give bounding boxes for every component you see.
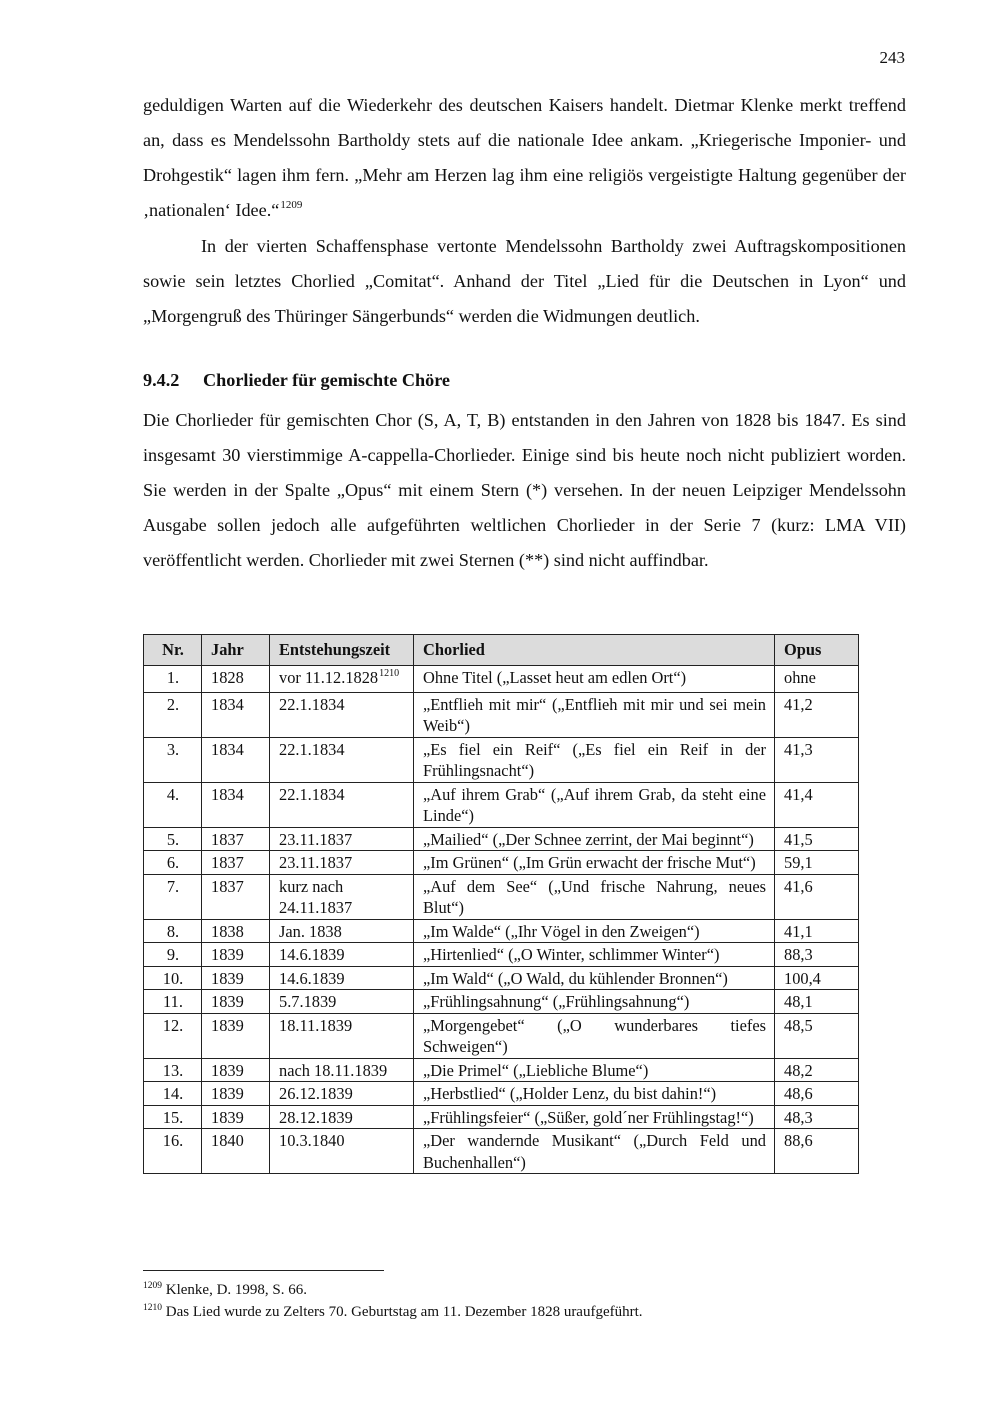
footnote-ref-1209: 1209 [280, 199, 303, 211]
cell-jahr [202, 1129, 270, 1174]
cell-entstehungszeit-text: 23.11.1837 [279, 829, 353, 849]
footnote-number: 1210 [143, 1303, 162, 1313]
cell-opus [775, 1013, 859, 1058]
cell-chorlied [414, 692, 775, 737]
cell-opus-text: 48,5 [784, 1015, 813, 1035]
cell-jahr [202, 827, 270, 851]
header-nr: Nr. [144, 635, 202, 666]
cell-entstehungszeit-text: 23.11.1837 [279, 853, 353, 872]
cell-entstehungszeit-text: 22.1.1834 [279, 784, 345, 804]
footnotes [143, 1280, 643, 1324]
cell-entstehungszeit-text: 14.6.1839 [279, 945, 345, 964]
cell-jahr [202, 990, 270, 1014]
cell-jahr [202, 966, 270, 990]
cell-opus [775, 874, 859, 919]
paragraph-1 [143, 88, 906, 231]
cell-entstehungszeit-text: 5.7.1839 [279, 992, 337, 1011]
cell-jahr-text: 1837 [211, 829, 244, 849]
cell-chorlied [414, 827, 775, 851]
cell-nr-text: 2. [166, 694, 180, 714]
table-row [144, 1105, 859, 1129]
footnote-text: Das Lied wurde zu Zelters 70. Geburtstag am 11. Dezember 1828 uraufgeführt. [165, 1304, 643, 1320]
table-row [144, 919, 859, 943]
cell-chorlied [414, 1013, 775, 1058]
cell-chorlied [414, 1105, 775, 1129]
cell-nr [144, 1105, 202, 1129]
paragraph-1-text: geduldigen Warten auf die Wiederkehr des deutschen Kaisers handelt. Dietmar Klenke merkt treffend an, dass es Mendelssohn Bartholdy stets auf die nationale Idee ankam. „Kriegerische Imponier- und Drohgestik“ lagen ihm fern. „Mehr am Herzen lag ihm eine religiös vergeistigte Haltung gegenüber der ‚nationalen‘ Idee.“ [143, 95, 906, 220]
cell-chorlied-text: „Entflieh mit mir“ („Entflieh mit mir und sei mein Weib“) [423, 694, 766, 735]
cell-jahr-text: 1839 [211, 1060, 244, 1080]
cell-entstehungszeit [270, 966, 414, 990]
cell-nr-text: 12. [162, 1015, 184, 1035]
cell-jahr-text: 1837 [211, 853, 244, 872]
footnote-number: 1209 [143, 1281, 162, 1291]
cell-jahr-text: 1839 [211, 1015, 244, 1035]
header-chorlied: Chorlied [414, 635, 775, 666]
cell-nr [144, 666, 202, 693]
cell-entstehungszeit-text: 14.6.1839 [279, 968, 345, 988]
cell-jahr-text: 1839 [211, 945, 244, 964]
cell-entstehungszeit [270, 851, 414, 875]
cell-opus-text: 41,3 [784, 739, 813, 759]
cell-entstehungszeit-text: vor 11.12.1828 [279, 668, 379, 687]
table-row [144, 1013, 859, 1058]
cell-chorlied [414, 851, 775, 875]
table-row [144, 1082, 859, 1106]
cell-nr [144, 1129, 202, 1174]
cell-opus-text: 59,1 [784, 853, 813, 872]
cell-entstehungszeit-text: 10.3.1840 [279, 1131, 345, 1150]
cell-chorlied [414, 874, 775, 919]
cell-nr-text: 4. [166, 784, 180, 804]
chorlieder-table [143, 634, 859, 1174]
footnote-ref-1210: 1210 [379, 668, 400, 679]
cell-jahr [202, 851, 270, 875]
cell-nr-text: 16. [162, 1131, 184, 1150]
cell-opus-text: 48,1 [784, 992, 813, 1011]
cell-jahr-text: 1839 [211, 968, 244, 988]
paragraph-2-text: In der vierten Schaffensphase vertonte Mendelssohn Bartholdy zwei Auftragskompositionen sowie sein letztes Chorlied „Comitat“. Anhand der Titel „Lied für die Deutschen in Lyon“ und „Morgengruß des Thüringer Sängerbunds“ werden die Widmungen deutlich. [143, 236, 906, 326]
cell-nr [144, 737, 202, 782]
cell-entstehungszeit [270, 1105, 414, 1129]
cell-chorlied-text: „Im Wald“ („O Wald, du kühlender Bronnen“) [423, 968, 728, 988]
cell-nr [144, 919, 202, 943]
cell-entstehungszeit [270, 990, 414, 1014]
cell-entstehungszeit [270, 737, 414, 782]
cell-opus [775, 966, 859, 990]
cell-jahr [202, 874, 270, 919]
footnote-1210 [143, 1302, 643, 1324]
cell-chorlied-text: „Hirtenlied“ („O Winter, schlimmer Winter“) [423, 945, 720, 964]
cell-nr-text: 5. [166, 829, 180, 849]
cell-nr [144, 1082, 202, 1106]
cell-jahr-text: 1839 [211, 1084, 244, 1103]
cell-nr [144, 782, 202, 827]
section-number: 9.4.2 [143, 370, 180, 390]
cell-chorlied-text: „Frühlingsahnung“ („Frühlingsahnung“) [423, 992, 690, 1011]
cell-nr-text: 1. [166, 668, 180, 687]
cell-opus-text: 48,6 [784, 1084, 813, 1103]
cell-nr-text: 8. [166, 921, 180, 941]
cell-entstehungszeit-text: Jan. 1838 [279, 921, 342, 941]
section-heading [143, 370, 450, 391]
cell-jahr-text: 1828 [211, 668, 244, 687]
cell-entstehungszeit [270, 827, 414, 851]
cell-chorlied [414, 782, 775, 827]
table-row [144, 692, 859, 737]
cell-opus [775, 943, 859, 967]
section-title: Chorlieder für gemischte Chöre [203, 370, 451, 390]
cell-opus [775, 737, 859, 782]
cell-entstehungszeit [270, 919, 414, 943]
cell-nr [144, 943, 202, 967]
cell-chorlied-text: „Frühlingsfeier“ („Süßer, gold´ner Frühlingstag!“) [423, 1107, 754, 1127]
cell-opus [775, 666, 859, 693]
cell-jahr [202, 737, 270, 782]
cell-opus-text: 41,4 [784, 784, 813, 804]
cell-opus [775, 1082, 859, 1106]
footnote-1209 [143, 1280, 643, 1302]
cell-jahr-text: 1840 [211, 1131, 244, 1150]
cell-opus-text: 100,4 [784, 968, 821, 988]
cell-jahr-text: 1837 [211, 876, 244, 896]
cell-entstehungszeit-text: kurz nach 24.11.1837 [279, 876, 353, 917]
table-row [144, 666, 859, 693]
cell-chorlied [414, 990, 775, 1014]
cell-opus [775, 1058, 859, 1082]
cell-chorlied [414, 1129, 775, 1174]
cell-entstehungszeit-text: 22.1.1834 [279, 694, 345, 714]
cell-chorlied-text: „Auf ihrem Grab“ („Auf ihrem Grab, da steht eine Linde“) [423, 784, 766, 825]
cell-nr-text: 9. [166, 945, 180, 964]
cell-chorlied-text: „Im Walde“ („Ihr Vögel in den Zweigen“) [423, 921, 700, 941]
cell-entstehungszeit [270, 692, 414, 737]
cell-opus [775, 990, 859, 1014]
cell-jahr [202, 1013, 270, 1058]
cell-opus-text: 41,1 [784, 921, 813, 941]
table-row [144, 966, 859, 990]
cell-jahr-text: 1838 [211, 921, 244, 941]
cell-jahr [202, 692, 270, 737]
cell-nr-text: 7. [166, 876, 180, 896]
cell-chorlied [414, 966, 775, 990]
cell-chorlied-text: „Die Primel“ („Liebliche Blume“) [423, 1060, 649, 1080]
cell-opus-text: ohne [784, 668, 816, 687]
cell-chorlied-text: „Morgengebet“ („O wunderbares tiefes Schweigen“) [423, 1015, 766, 1056]
cell-opus [775, 827, 859, 851]
cell-jahr [202, 1082, 270, 1106]
cell-jahr-text: 1834 [211, 784, 244, 804]
cell-chorlied [414, 737, 775, 782]
cell-opus [775, 782, 859, 827]
page-number: 243 [879, 48, 905, 67]
cell-nr [144, 990, 202, 1014]
table-row [144, 851, 859, 875]
cell-opus [775, 692, 859, 737]
cell-jahr-text: 1834 [211, 694, 244, 714]
cell-opus-text: 48,2 [784, 1060, 813, 1080]
cell-entstehungszeit [270, 782, 414, 827]
cell-entstehungszeit-text: 26.12.1839 [279, 1084, 353, 1103]
cell-entstehungszeit-text: 22.1.1834 [279, 739, 345, 759]
cell-opus [775, 919, 859, 943]
cell-chorlied-text: „Herbstlied“ („Holder Lenz, du bist dahin!“) [423, 1084, 717, 1103]
cell-chorlied [414, 919, 775, 943]
cell-nr [144, 827, 202, 851]
table-row [144, 874, 859, 919]
table-header-row [144, 635, 859, 666]
cell-nr-text: 3. [166, 739, 180, 759]
cell-opus-text: 41,2 [784, 694, 813, 714]
paragraph-3-text: Die Chorlieder für gemischten Chor (S, A, T, B) entstanden in den Jahren von 1828 bis 1847. Es sind insgesamt 30 vierstimmige A-cappella-Chorlieder. Einige sind bis heute noch nicht publiziert worden. Sie werden in der Spalte „Opus“ mit einem Stern (*) versehen. In der neuen Leipziger Mendelssohn Ausgabe sollen jedoch alle aufgeführten weltlichen Chorlieder in der Serie 7 (kurz: LMA VII) veröffentlicht werden. Chorlieder mit zwei Sternen (**) sind nicht auffindbar. [143, 410, 906, 570]
cell-entstehungszeit-text: 18.11.1839 [279, 1015, 353, 1035]
cell-chorlied-text: „Auf dem See“ („Und frische Nahrung, neues Blut“) [423, 876, 766, 917]
header-jahr: Jahr [202, 635, 270, 666]
cell-entstehungszeit [270, 874, 414, 919]
cell-jahr [202, 943, 270, 967]
cell-entstehungszeit [270, 666, 414, 693]
cell-jahr-text: 1839 [211, 992, 244, 1011]
header-opus: Opus [775, 635, 859, 666]
cell-opus-text: 88,3 [784, 945, 813, 964]
cell-opus-text: 41,5 [784, 829, 813, 849]
footnote-divider [143, 1270, 384, 1271]
cell-nr [144, 874, 202, 919]
table-row [144, 1058, 859, 1082]
cell-chorlied-text: „Der wandernde Musikant“ („Durch Feld und Buchenhallen“) [423, 1131, 766, 1172]
cell-jahr [202, 782, 270, 827]
cell-chorlied-text: Ohne Titel („Lasset heut am edlen Ort“) [423, 668, 687, 687]
table-row [144, 990, 859, 1014]
header-entstehungszeit: Entstehungszeit [270, 635, 414, 666]
cell-entstehungszeit-text: 28.12.1839 [279, 1107, 353, 1127]
cell-jahr [202, 1105, 270, 1129]
cell-opus-text: 41,6 [784, 876, 813, 896]
table-body [144, 666, 859, 1174]
cell-entstehungszeit-text: nach 18.11.1839 [279, 1060, 388, 1080]
cell-entstehungszeit [270, 1129, 414, 1174]
cell-nr [144, 692, 202, 737]
cell-chorlied [414, 1082, 775, 1106]
cell-jahr [202, 1058, 270, 1082]
table-row [144, 1129, 859, 1174]
cell-opus-text: 48,3 [784, 1107, 813, 1127]
cell-opus [775, 1105, 859, 1129]
cell-jahr [202, 666, 270, 693]
cell-nr-text: 10. [162, 968, 184, 988]
cell-opus [775, 851, 859, 875]
cell-nr [144, 1058, 202, 1082]
cell-chorlied-text: „Es fiel ein Reif“ („Es fiel ein Reif in der Frühlingsnacht“) [423, 739, 766, 780]
cell-nr-text: 14. [162, 1084, 184, 1103]
cell-chorlied [414, 943, 775, 967]
cell-entstehungszeit [270, 1013, 414, 1058]
cell-jahr [202, 919, 270, 943]
table-row [144, 782, 859, 827]
cell-nr-text: 6. [166, 853, 180, 872]
cell-opus [775, 1129, 859, 1174]
footnote-text: Klenke, D. 1998, S. 66. [165, 1282, 307, 1298]
cell-entstehungszeit [270, 943, 414, 967]
cell-nr-text: 11. [163, 992, 183, 1011]
paragraph-3 [143, 403, 906, 578]
cell-jahr-text: 1834 [211, 739, 244, 759]
cell-opus-text: 88,6 [784, 1131, 813, 1150]
cell-nr-text: 13. [162, 1060, 184, 1080]
cell-chorlied [414, 1058, 775, 1082]
cell-nr [144, 851, 202, 875]
cell-jahr-text: 1839 [211, 1107, 244, 1127]
cell-entstehungszeit [270, 1058, 414, 1082]
table-row [144, 943, 859, 967]
cell-chorlied-text: „Im Grünen“ („Im Grün erwacht der frische Mut“) [423, 853, 756, 872]
table-row [144, 737, 859, 782]
cell-chorlied-text: „Mailied“ („Der Schnee zerrint, der Mai beginnt“) [423, 829, 754, 849]
cell-entstehungszeit [270, 1082, 414, 1106]
cell-nr-text: 15. [162, 1107, 184, 1127]
cell-nr [144, 966, 202, 990]
cell-chorlied [414, 666, 775, 693]
table-row [144, 827, 859, 851]
paragraph-2 [143, 229, 906, 334]
cell-nr [144, 1013, 202, 1058]
